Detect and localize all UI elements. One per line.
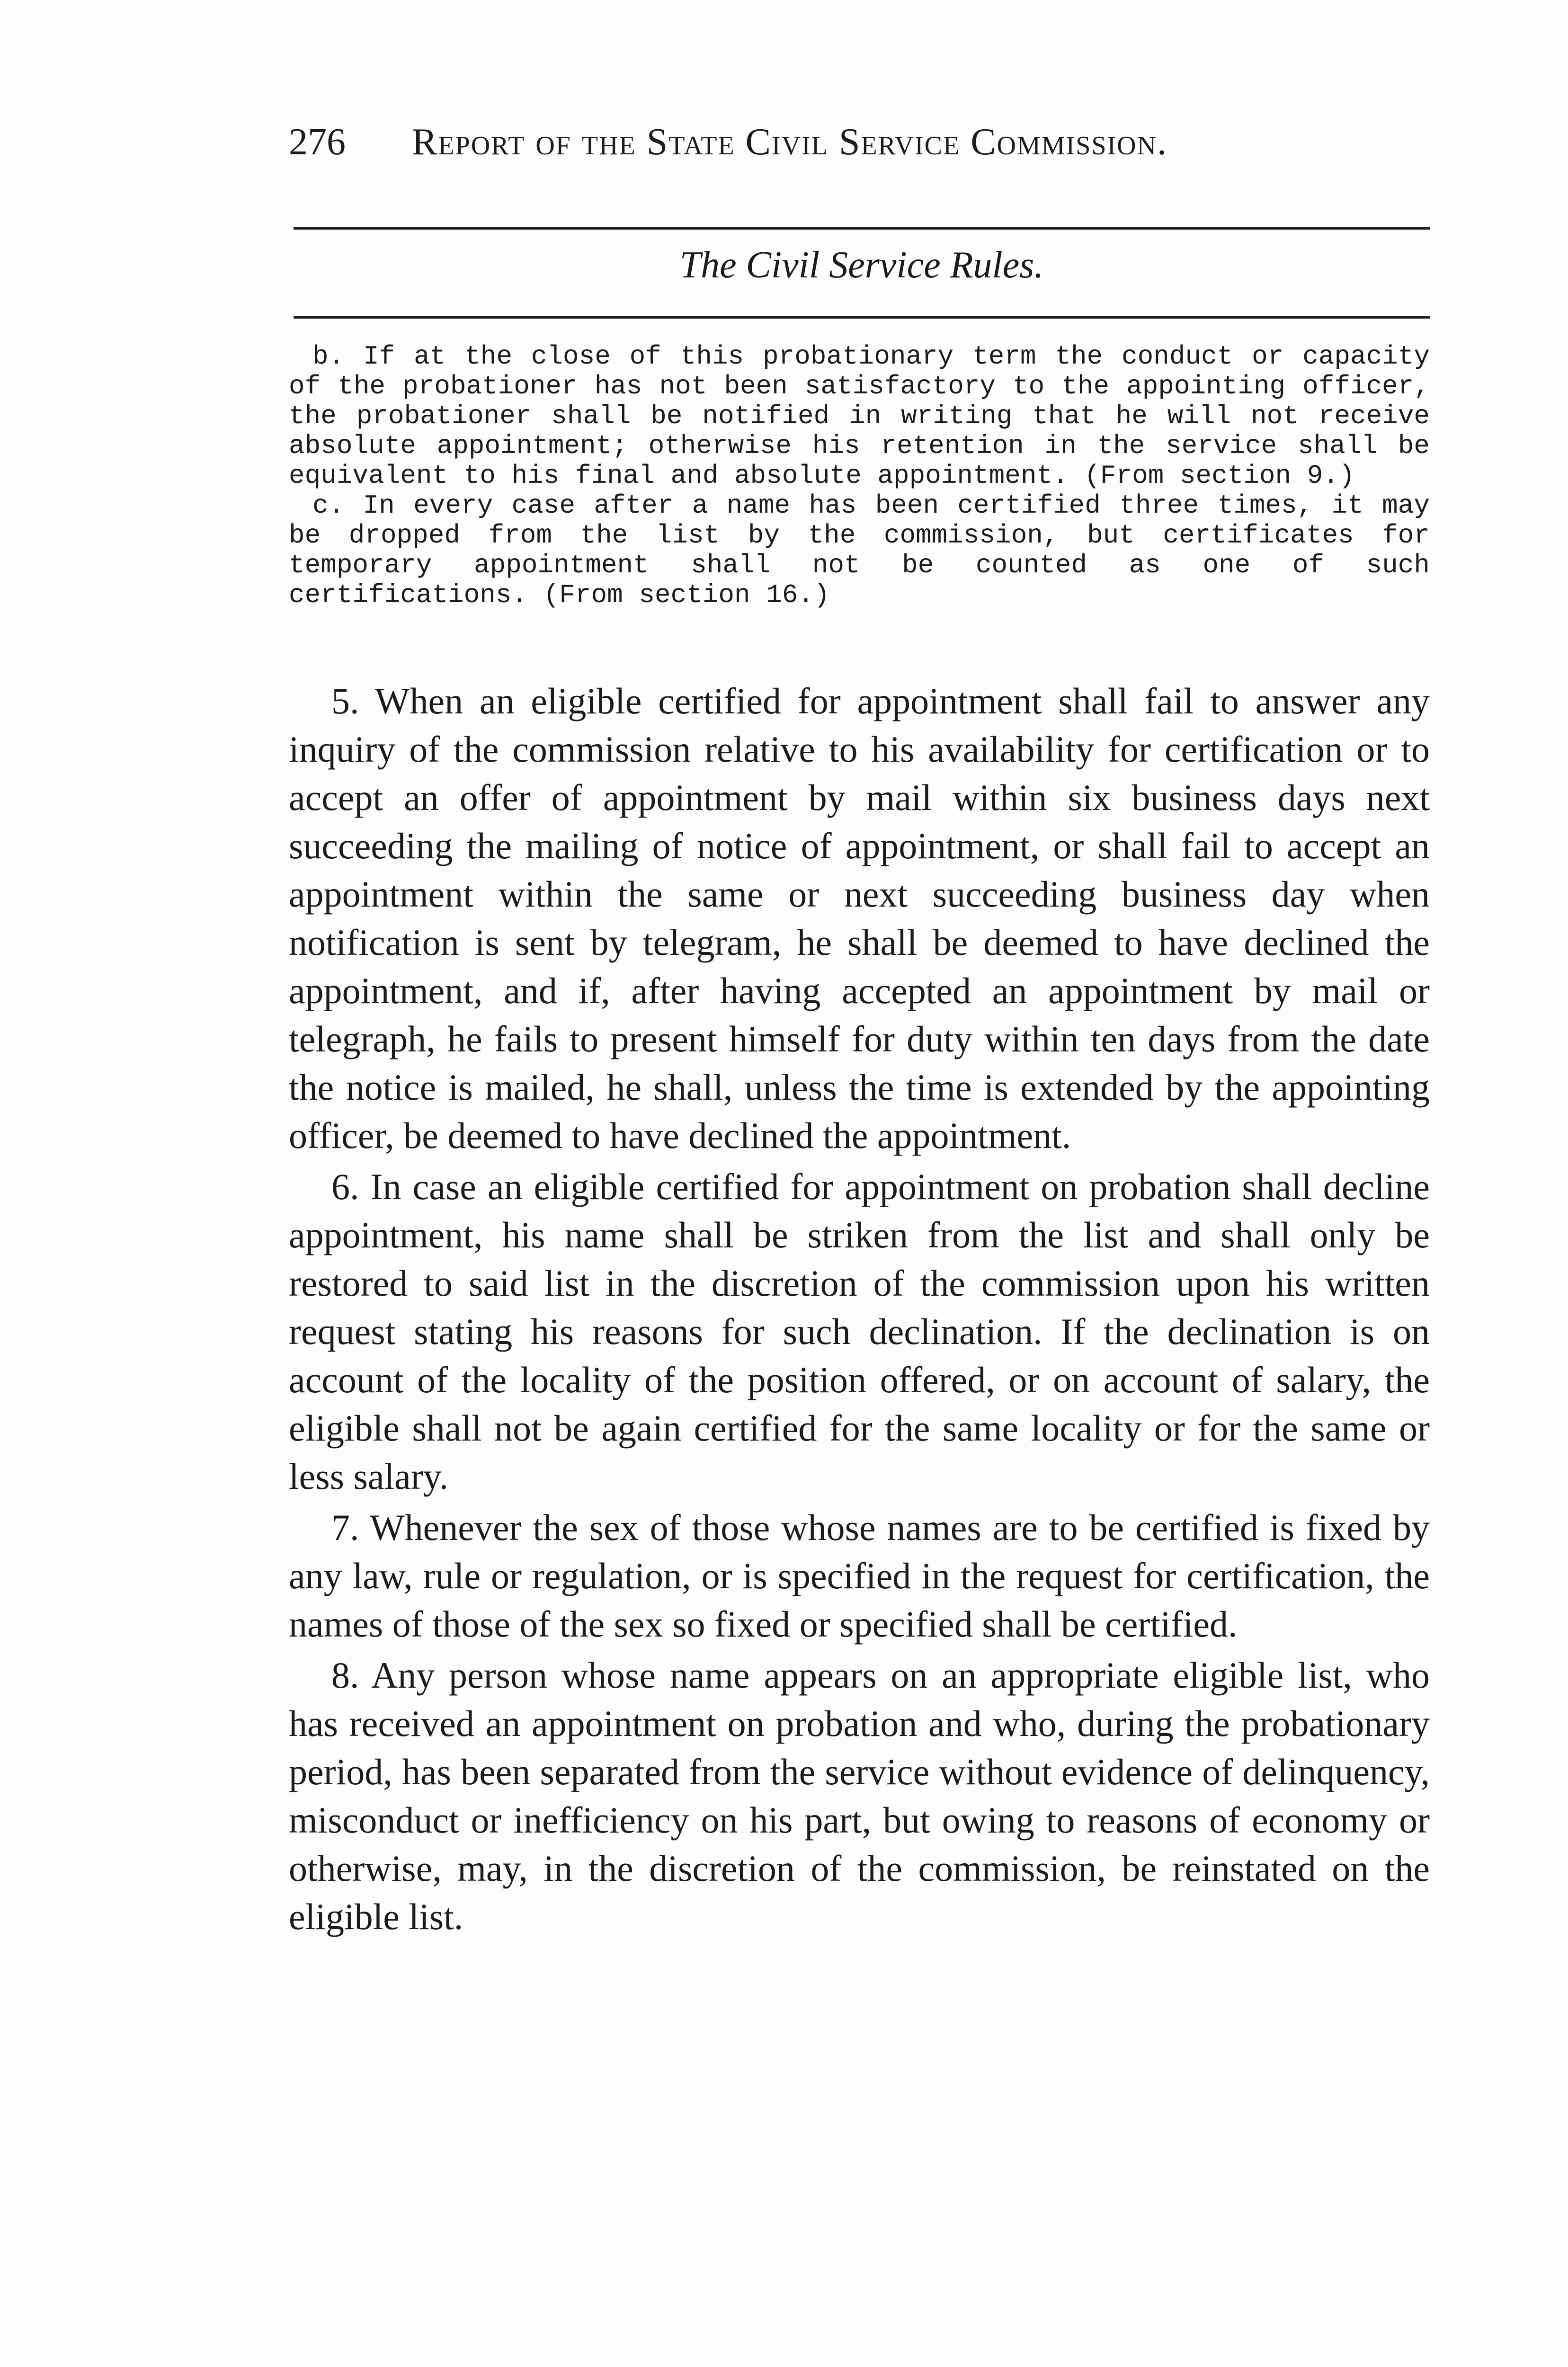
rules-body (289, 677, 1430, 1944)
document-page (289, 0, 1430, 2367)
running-title: Report of the State Civil Service Commission. (412, 121, 1168, 163)
small-print-block (289, 342, 1430, 610)
rule-7-paragraph: 7. Whenever the sex of those whose names are to be certified is fixed by any law, rule or regulation, or is specified in the request for certification, the names of those of the sex so fixed or specified shall be certified. (289, 1507, 1430, 1645)
paragraph-b: b. If at the close of this probationary term the conduct or capacity of the probationer has not been satisfactory to the appointing officer, the probationer shall be notified in writing that he will not receive absolute appointment; otherwise his retention in the service shall be equivalent to his final and absolute appointment. (From section 9.) (289, 341, 1430, 491)
rule-5-paragraph: 5. When an eligible certified for appointment shall fail to answer any inquiry of the commission relative to his availability for certification or to accept an offer of appointment by mail within six business days next succeeding the mailing of notice of appointment, or shall fail to accept an appointment within the same or next succeeding business day when notification is sent by telegram, he shall be deemed to have declined the appointment, and if, after having accepted an appointment by mail or telegraph, he fails to present himself for duty within ten days from the date the notice is mailed, he shall, unless the time is extended by the appointing officer, be deemed to have declined the appointment. (289, 680, 1430, 1156)
header-rule-top (294, 227, 1430, 230)
paragraph-c: c. In every case after a name has been certified three times, it may be dropped from the list by the commission, but certificates for temporary appointment shall not be counted as one of such certifications. (From section 16.) (289, 490, 1430, 610)
header-rule-bottom (294, 316, 1430, 319)
rule-6-paragraph: 6. In case an eligible certified for appointment on probation shall decline appointment, his name shall be striken from the list and shall only be restored to said list in the discretion of the commission upon his written request stating his reasons for such declination. If the declination is on account of the locality of the position offered, or on account of salary, the eligible shall not be again certified for the same locality or for the same or less salary. (289, 1166, 1430, 1497)
section-title: The Civil Service Rules. (679, 244, 1044, 286)
page-number: 276 (289, 121, 346, 163)
running-header (289, 118, 1425, 166)
rule-8-paragraph: 8. Any person whose name appears on an appropriate eligible list, who has received an appointment on probation and who, during the probationary period, has been separated from the service without evidence of delinquency, misconduct or inefficiency on his part, but owing to reasons of economy or otherwise, may, in the discretion of the commission, be reinstated on the eligible list. (289, 1655, 1430, 1937)
